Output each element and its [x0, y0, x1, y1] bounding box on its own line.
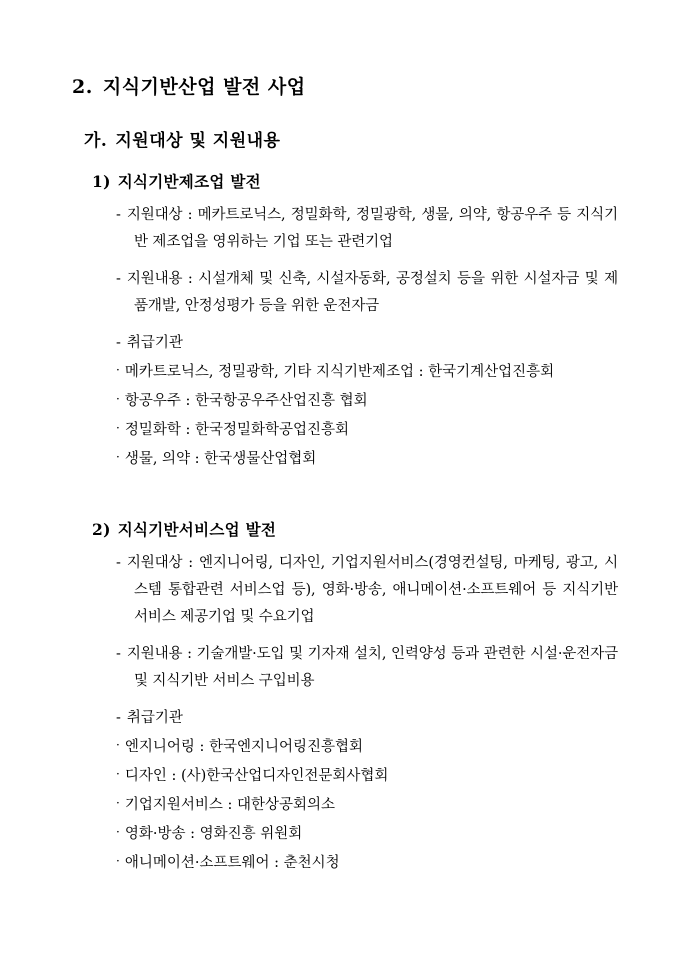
list-item	[0, 518, 680, 877]
entry-text: 지원내용 : 시설개체 및 신축, 시설자동화, 공정설치 등을 위한 시설자금 및 제품개발, 안정성평가 등을 위한 운전자금	[126, 271, 618, 314]
agency-text: 애니메이션·소프트웨어 : 춘천시청	[124, 855, 340, 871]
agency-label-row	[116, 330, 680, 357]
item-number: 1)	[92, 172, 111, 191]
agency-label-row	[116, 705, 680, 732]
agency-text: 정밀화학 : 한국정밀화학공업진흥회	[124, 422, 350, 438]
agency-row	[116, 732, 680, 761]
item-entry	[116, 641, 618, 695]
dash-marker: -	[116, 555, 121, 571]
agency-row	[116, 357, 680, 386]
bullet-icon: ·	[116, 854, 120, 868]
agency-row	[116, 819, 680, 848]
agency-row	[116, 386, 680, 415]
item-title: 지식기반서비스업 발전	[117, 520, 277, 539]
dash-marker: -	[116, 335, 121, 351]
bullet-icon: ·	[116, 421, 120, 435]
bullet-icon: ·	[116, 738, 120, 752]
entry-text: 지원대상 : 엔지니어링, 디자인, 기업지원서비스(경영컨설팅, 마케팅, 광고, 시스템 통합관련 서비스업 등), 영화·방송, 애니메이션·소프트웨어 등 지식기반 서비스 제공기업 및 수요기업	[126, 555, 618, 625]
agency-row	[116, 415, 680, 444]
entry-text: 지원내용 : 기술개발·도입 및 기자재 설치, 인력양성 등과 관련한 시설·운전자금 및 지식기반 서비스 구입비용	[126, 646, 618, 689]
dash-marker: -	[116, 271, 121, 287]
agency-row	[116, 848, 680, 877]
item-heading	[92, 518, 680, 540]
agency-text: 영화·방송 : 영화진흥 위원회	[124, 826, 303, 842]
agency-text: 엔지니어링 : 한국엔지니어링진흥협회	[124, 739, 364, 755]
section-number: 2.	[72, 76, 93, 98]
agency-text: 기업지원서비스 : 대한상공회의소	[124, 797, 336, 813]
subsection-title: 지원대상 및 지원내용	[115, 131, 281, 151]
entry-text: 지원대상 : 메카트로닉스, 정밀화학, 정밀광학, 생물, 의약, 항공우주 등 지식기반 제조업을 영위하는 기업 또는 관련기업	[126, 207, 618, 250]
bullet-icon: ·	[116, 767, 120, 781]
bullet-icon: ·	[116, 392, 120, 406]
item-title: 지식기반제조업 발전	[117, 172, 261, 191]
item-number: 2)	[92, 520, 111, 539]
agency-text: 메카트로닉스, 정밀광학, 기타 지식기반제조업 : 한국기계산업진흥회	[124, 364, 555, 380]
section-title: 지식기반산업 발전 사업	[102, 76, 306, 98]
item-entry	[116, 550, 618, 631]
subsection-heading	[84, 126, 280, 151]
section-heading	[72, 72, 306, 99]
bullet-icon: ·	[116, 796, 120, 810]
item-entry	[116, 202, 618, 256]
agency-row	[116, 444, 680, 473]
bullet-icon: ·	[116, 450, 120, 464]
bullet-icon: ·	[116, 363, 120, 377]
dash-marker: -	[116, 646, 121, 662]
agency-label: 취급기관	[126, 335, 183, 351]
dash-marker: -	[116, 710, 121, 726]
agency-row	[116, 761, 680, 790]
bullet-icon: ·	[116, 825, 120, 839]
agency-text: 생물, 의약 : 한국생물산업협회	[124, 451, 317, 467]
subsection-number: 가.	[84, 131, 108, 151]
agency-label: 취급기관	[126, 710, 183, 726]
item-entry	[116, 266, 618, 320]
dash-marker: -	[116, 207, 121, 223]
agency-text: 디자인 : (사)한국산업디자인전문회사협회	[124, 768, 389, 784]
agency-text: 항공우주 : 한국항공우주산업진흥 협회	[124, 393, 368, 409]
item-heading	[92, 170, 680, 192]
agency-row	[116, 790, 680, 819]
list-item	[0, 170, 680, 473]
